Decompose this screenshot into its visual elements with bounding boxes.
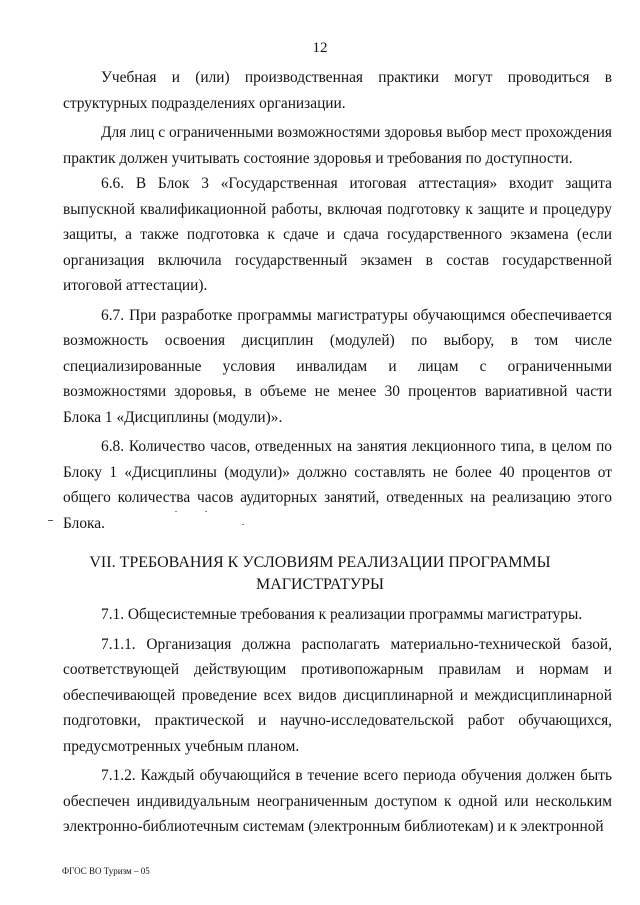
section-heading — [0, 552, 640, 596]
section-heading-line1: VII. ТРЕБОВАНИЯ К УСЛОВИЯМ РЕАЛИЗАЦИИ ПРОГРАММЫ — [89, 554, 551, 571]
paragraph-7-1-1: 7.1.1. Организация должна располагать материально-технической базой, соответствующей действующим противопожарным правилам и нормам и обеспечивающей проведение всех видов дисциплинарной и междисциплинарной подготовки, практической и научно-исследовательской работ обучающихся, предусмотренных учебным планом. — [63, 635, 612, 755]
body-text-bottom — [63, 602, 612, 840]
paragraph-7-1-2: 7.1.2. Каждый обучающийся в течение всего периода обучения должен быть обеспечен индивидуальным неограниченным доступом к одной или нескольким электронно-библиотечным системам (электронным библиотекам) и к электронной — [63, 767, 612, 835]
scan-speck — [175, 511, 177, 512]
scan-mark — [48, 520, 53, 521]
paragraph-7-1: 7.1. Общесистемные требования к реализации программы магистратуры. — [101, 606, 583, 623]
footer-doc-code: ФГОС ВО Туризм – 05 — [62, 866, 150, 876]
body-text-top — [63, 65, 612, 536]
scan-speck — [205, 511, 207, 512]
paragraph-disabled-practice: Для лиц с ограниченными возможностями здоровья выбор мест прохождения практик должен учитывать состояние здоровья и требования по доступности. — [63, 124, 612, 167]
section-heading-line2: МАГИСТРАТУРЫ — [256, 576, 384, 593]
page-number: 12 — [312, 40, 328, 56]
scan-speck — [242, 524, 244, 525]
paragraph-6-7: 6.7. При разработке программы магистратуры обучающимся обеспечивается возможность освоения дисциплин (модулей) по выбору, в том числе специализированные условия инвалидам и лицам с ограниченными возможностями здоровья, в объеме не менее 30 процентов вариативной части Блока 1 «Дисциплины (модули)». — [63, 306, 612, 426]
paragraph-6-6: 6.6. В Блок 3 «Государственная итоговая аттестация» входит защита выпускной квалификационной работы, включая подготовку к защите и процедуру защиты, а также подготовка к сдаче и сдача государственного экзамена (если организация включила государственный экзамен в состав государственной итоговой аттестации). — [63, 175, 612, 294]
paragraph-6-8: 6.8. Количество часов, отведенных на занятия лекционного типа, в целом по Блоку 1 «Дисциплины (модули)» должно составлять не более 40 процентов от общего количества часов аудиторных занятий, отведенных на реализацию этого Блока. — [63, 438, 612, 532]
paragraph-practice-location: Учебная и (или) производственная практики могут проводиться в структурных подразделениях организации. — [63, 69, 612, 112]
